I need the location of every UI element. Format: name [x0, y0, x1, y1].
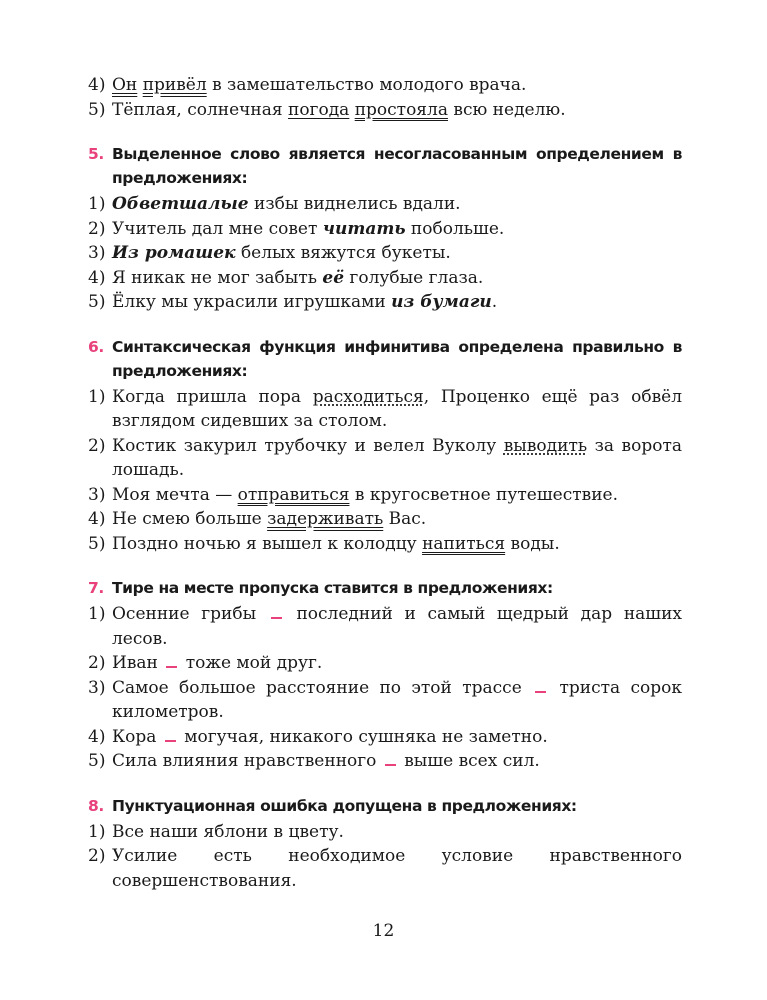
predicate-underlined: привёл [142, 75, 207, 95]
option-text: Иван [112, 653, 158, 673]
option-text: Когда пришла пора [112, 386, 313, 407]
question-7 [88, 576, 682, 600]
option-text: белых вяжутся букеты. [235, 243, 451, 263]
option-number: 5) [88, 292, 106, 312]
question-text: Пунктуационная ошибка допущена в предложениях: [112, 796, 577, 815]
option-number: 2) [88, 653, 106, 673]
blank-gap [271, 604, 282, 619]
option-text: избы виднелись вдали. [248, 194, 461, 214]
option-number: 1) [88, 604, 106, 624]
option-5-4 [88, 266, 682, 291]
option-text: выше всех сил. [404, 751, 540, 771]
option-6-5 [88, 532, 682, 557]
blank-gap [165, 727, 176, 742]
option-text: Усилие есть необходимое условие нравственного совершенствования. [112, 846, 682, 891]
option-number: 5) [88, 751, 106, 771]
option-4-4 [88, 73, 682, 98]
option-number: 2) [88, 846, 106, 866]
option-8-1 [88, 820, 682, 845]
option-7-5 [88, 749, 682, 774]
task-4-tail [88, 73, 682, 122]
highlighted-word: Из ромашек [112, 243, 236, 263]
question-8 [88, 794, 682, 818]
option-number: 3) [88, 484, 106, 505]
option-7-4 [88, 725, 682, 750]
infinitive-underlined: задерживать [267, 509, 384, 529]
option-number: 3) [88, 677, 106, 698]
option-text: , Проценко ещё раз обвёл взглядом сидевших за столом. [112, 386, 682, 431]
option-7-3 [88, 676, 682, 725]
infinitive-underlined: напиться [422, 533, 506, 554]
option-text: в замешательство молодого врача. [212, 75, 527, 95]
option-text: Сила влияния нравственного [112, 751, 377, 771]
option-6-1 [88, 385, 682, 434]
option-5-1 [88, 192, 682, 217]
option-text: Я никак не мог забыть [112, 267, 323, 288]
option-number: 4) [88, 509, 106, 529]
option-5-3 [88, 241, 682, 266]
infinitive-underlined: отправиться [237, 484, 350, 505]
option-text: в кругосветное путешествие. [349, 484, 619, 505]
highlighted-word: из бумаги [391, 292, 492, 312]
page-content [88, 73, 682, 893]
option-number: 1) [88, 194, 106, 214]
option-7-2 [88, 651, 682, 676]
task-7 [88, 576, 682, 774]
question-text: Синтаксическая функция инфинитива определена правильно в предложениях: [112, 337, 682, 380]
option-6-4 [88, 507, 682, 532]
question-number: 6. [88, 337, 104, 356]
option-text: Костик закурил трубочку и велел Вуколу [112, 435, 504, 456]
option-number: 1) [88, 386, 106, 407]
option-text: побольше. [405, 218, 505, 239]
option-text: Кора [112, 726, 157, 747]
option-number: 4) [88, 267, 106, 288]
subject-underlined: погода [287, 99, 350, 120]
option-number: 3) [88, 243, 106, 263]
blank-gap [535, 678, 546, 693]
option-text: Поздно ночью я вышел к колодцу [112, 533, 423, 554]
task-6 [88, 335, 682, 557]
option-text: Осенние грибы [112, 604, 257, 624]
option-5-5 [88, 290, 682, 315]
question-number: 5. [88, 145, 104, 163]
option-number: 2) [88, 435, 106, 456]
option-8-2 [88, 844, 682, 893]
option-text: Ёлку мы украсили игрушками [112, 292, 392, 312]
page-number: 12 [372, 921, 395, 941]
option-number: 4) [88, 75, 106, 95]
question-text: Выделенное слово является несогласованным определением в предложениях: [112, 145, 682, 187]
option-number: 2) [88, 218, 106, 239]
task-5 [88, 142, 682, 315]
infinitive-underlined: расходиться [312, 386, 424, 407]
task-8 [88, 794, 682, 894]
option-5-2 [88, 217, 682, 242]
option-text: всю неделю. [453, 99, 566, 120]
option-text: голубые глаза. [344, 267, 484, 288]
option-7-1 [88, 602, 682, 651]
option-number: 4) [88, 726, 106, 747]
option-text: . [491, 292, 498, 312]
question-text: Тире на месте пропуска ставится в предложениях: [112, 579, 553, 597]
option-6-2 [88, 434, 682, 483]
highlighted-word: читать [322, 218, 406, 239]
option-text: Все наши яблони в цвету. [112, 821, 344, 842]
subject-underlined: Он [112, 75, 138, 95]
blank-gap [385, 751, 396, 766]
option-text: Тёплая, солнечная [112, 99, 288, 120]
question-number: 8. [88, 796, 104, 815]
option-text: Не смею больше [112, 509, 268, 529]
option-text: Моя мечта — [112, 484, 238, 505]
option-6-3 [88, 483, 682, 508]
option-text: воды. [505, 533, 560, 554]
highlighted-word: её [322, 267, 345, 288]
option-text: Вас. [383, 509, 427, 529]
option-number: 1) [88, 821, 106, 842]
option-number: 5) [88, 533, 106, 554]
option-text: триста сорок километров. [112, 677, 682, 722]
option-text: за ворота лошадь. [112, 435, 682, 480]
question-5 [88, 142, 682, 190]
predicate-underlined: простояла [354, 99, 448, 120]
option-text: могучая, никакого сушняка не заметно. [184, 726, 548, 747]
highlighted-word: Обветшалые [112, 194, 249, 214]
option-text: Самое большое расстояние по этой трассе [112, 677, 522, 698]
blank-gap [166, 653, 177, 668]
option-text: тоже мой друг. [185, 653, 323, 673]
infinitive-underlined: выводить [503, 435, 588, 456]
option-text: последний и самый щедрый дар наших лесов. [112, 604, 683, 649]
option-text: Учитель дал мне совет [112, 218, 323, 239]
option-number: 5) [88, 99, 106, 120]
question-number: 7. [88, 579, 104, 597]
question-6 [88, 335, 682, 383]
option-4-5 [88, 98, 682, 123]
